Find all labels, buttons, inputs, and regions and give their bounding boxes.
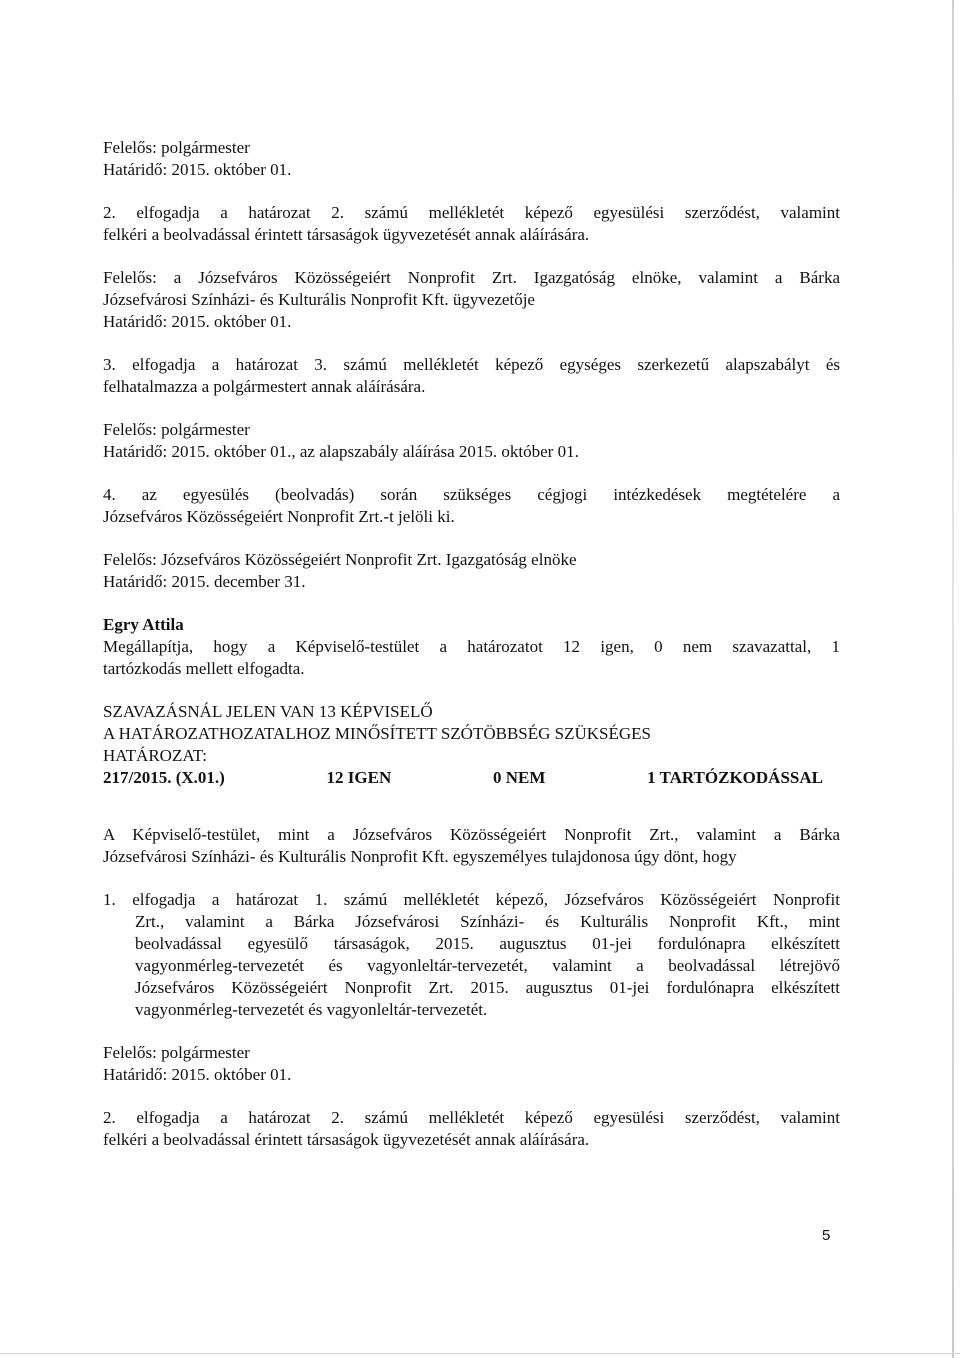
- page-number: 5: [822, 1227, 831, 1244]
- vote-header: HATÁROZAT:: [103, 746, 207, 765]
- vote-result-row: [103, 767, 823, 789]
- resolution-point-2-line: 2. elfogadja a határozat 2. számú mellékletét képező egyesülési szerződést, valamint: [103, 203, 840, 222]
- votes-abstain: 1 TARTÓZKODÁSSAL: [647, 768, 823, 787]
- decision-item-1-line: Józsefváros Közösségeiért Nonprofit Zrt. 2015. augusztus 01-jei fordulónapra elkészített: [135, 978, 840, 997]
- scan-edge-bottom: [0, 1353, 960, 1354]
- deadline-line: Határidő: 2015. október 01.: [103, 1065, 292, 1084]
- vote-header: A HATÁROZATHOZATALHOZ MINŐSÍTETT SZÓTÖBBSÉG SZÜKSÉGES: [103, 724, 651, 743]
- deadline-line: Határidő: 2015. október 01.: [103, 312, 292, 331]
- responsible-line: Józsefvárosi Színházi- és Kulturális Nonprofit Kft. ügyvezetője: [103, 290, 535, 309]
- speech-line: Megállapítja, hogy a Képviselő-testület a határozatot 12 igen, 0 nem szavazattal, 1: [103, 637, 840, 656]
- responsible-line: Felelős: Józsefváros Közösségeiért Nonprofit Zrt. Igazgatóság elnöke: [103, 550, 577, 569]
- decision-intro-line: A Képviselő-testület, mint a Józsefváros Közösségeiért Nonprofit Zrt., valamint a Bárka: [103, 825, 840, 844]
- resolution-point-2-line: felkéri a beolvadással érintett társaságok ügyvezetését annak aláírására.: [103, 225, 590, 244]
- speech-line: tartózkodás mellett elfogadta.: [103, 659, 305, 678]
- votes-no: 0 NEM: [492, 768, 546, 787]
- decision-item-1-line: vagyonmérleg-tervezetét és vagyonleltár-tervezetét.: [135, 1000, 488, 1019]
- decision-item-2-line: felkéri a beolvadással érintett társaságok ügyvezetését annak aláírására.: [103, 1130, 590, 1149]
- deadline-line: Határidő: 2015. december 31.: [103, 572, 306, 591]
- deadline-line: Határidő: 2015. október 01., az alapszabály aláírása 2015. október 01.: [103, 442, 579, 461]
- responsible-line: Felelős: polgármester: [103, 420, 250, 439]
- vote-header: SZAVAZÁSNÁL JELEN VAN 13 KÉPVISELŐ: [103, 702, 433, 721]
- decision-intro-line: Józsefvárosi Színházi- és Kulturális Nonprofit Kft. egyszemélyes tulajdonosa úgy dönt, hogy: [103, 847, 737, 866]
- scan-edge-right: [952, 0, 954, 1358]
- decision-item-1-body: [135, 911, 840, 1021]
- votes-yes: 12 IGEN: [326, 768, 392, 787]
- resolution-point-4-line: Józsefváros Közösségeiért Nonprofit Zrt.-t jelöli ki.: [103, 507, 455, 526]
- resolution-point-4-line: 4. az egyesülés (beolvadás) során szükséges cégjogi intézkedések megtételére a: [103, 485, 840, 504]
- resolution-point-3-line: 3. elfogadja a határozat 3. számú mellékletét képező egységes szerkezetű alapszabályt és: [103, 355, 840, 374]
- resolution-number: 217/2015. (X.01.): [103, 768, 225, 787]
- responsible-line: Felelős: polgármester: [103, 138, 250, 157]
- decision-item-2-line: 2. elfogadja a határozat 2. számú mellékletét képező egyesülési szerződést, valamint: [103, 1108, 840, 1127]
- responsible-line: Felelős: polgármester: [103, 1043, 250, 1062]
- decision-item-1-line: vagyonmérleg-tervezetét és vagyonleltár-tervezetét, valamint a beolvadással létrejövő: [135, 956, 840, 975]
- decision-item-1-line: beolvadással egyesülő társaságok, 2015. augusztus 01-jei fordulónapra elkészített: [135, 934, 840, 953]
- deadline-line: Határidő: 2015. október 01.: [103, 160, 292, 179]
- decision-item-1-line: 1. elfogadja a határozat 1. számú mellékletét képező, Józsefváros Közösségeiért Nonprofit: [103, 890, 840, 909]
- resolution-point-3-line: felhatalmazza a polgármestert annak aláírására.: [103, 377, 426, 396]
- decision-item-1-line: Zrt., valamint a Bárka Józsefvárosi Színházi- és Kulturális Nonprofit Kft., mint: [135, 912, 840, 931]
- page-content: [103, 137, 840, 1151]
- speaker-name: Egry Attila: [103, 615, 184, 634]
- responsible-line: Felelős: a Józsefváros Közösségeiért Nonprofit Zrt. Igazgatóság elnöke, valamint a Bárka: [103, 268, 840, 287]
